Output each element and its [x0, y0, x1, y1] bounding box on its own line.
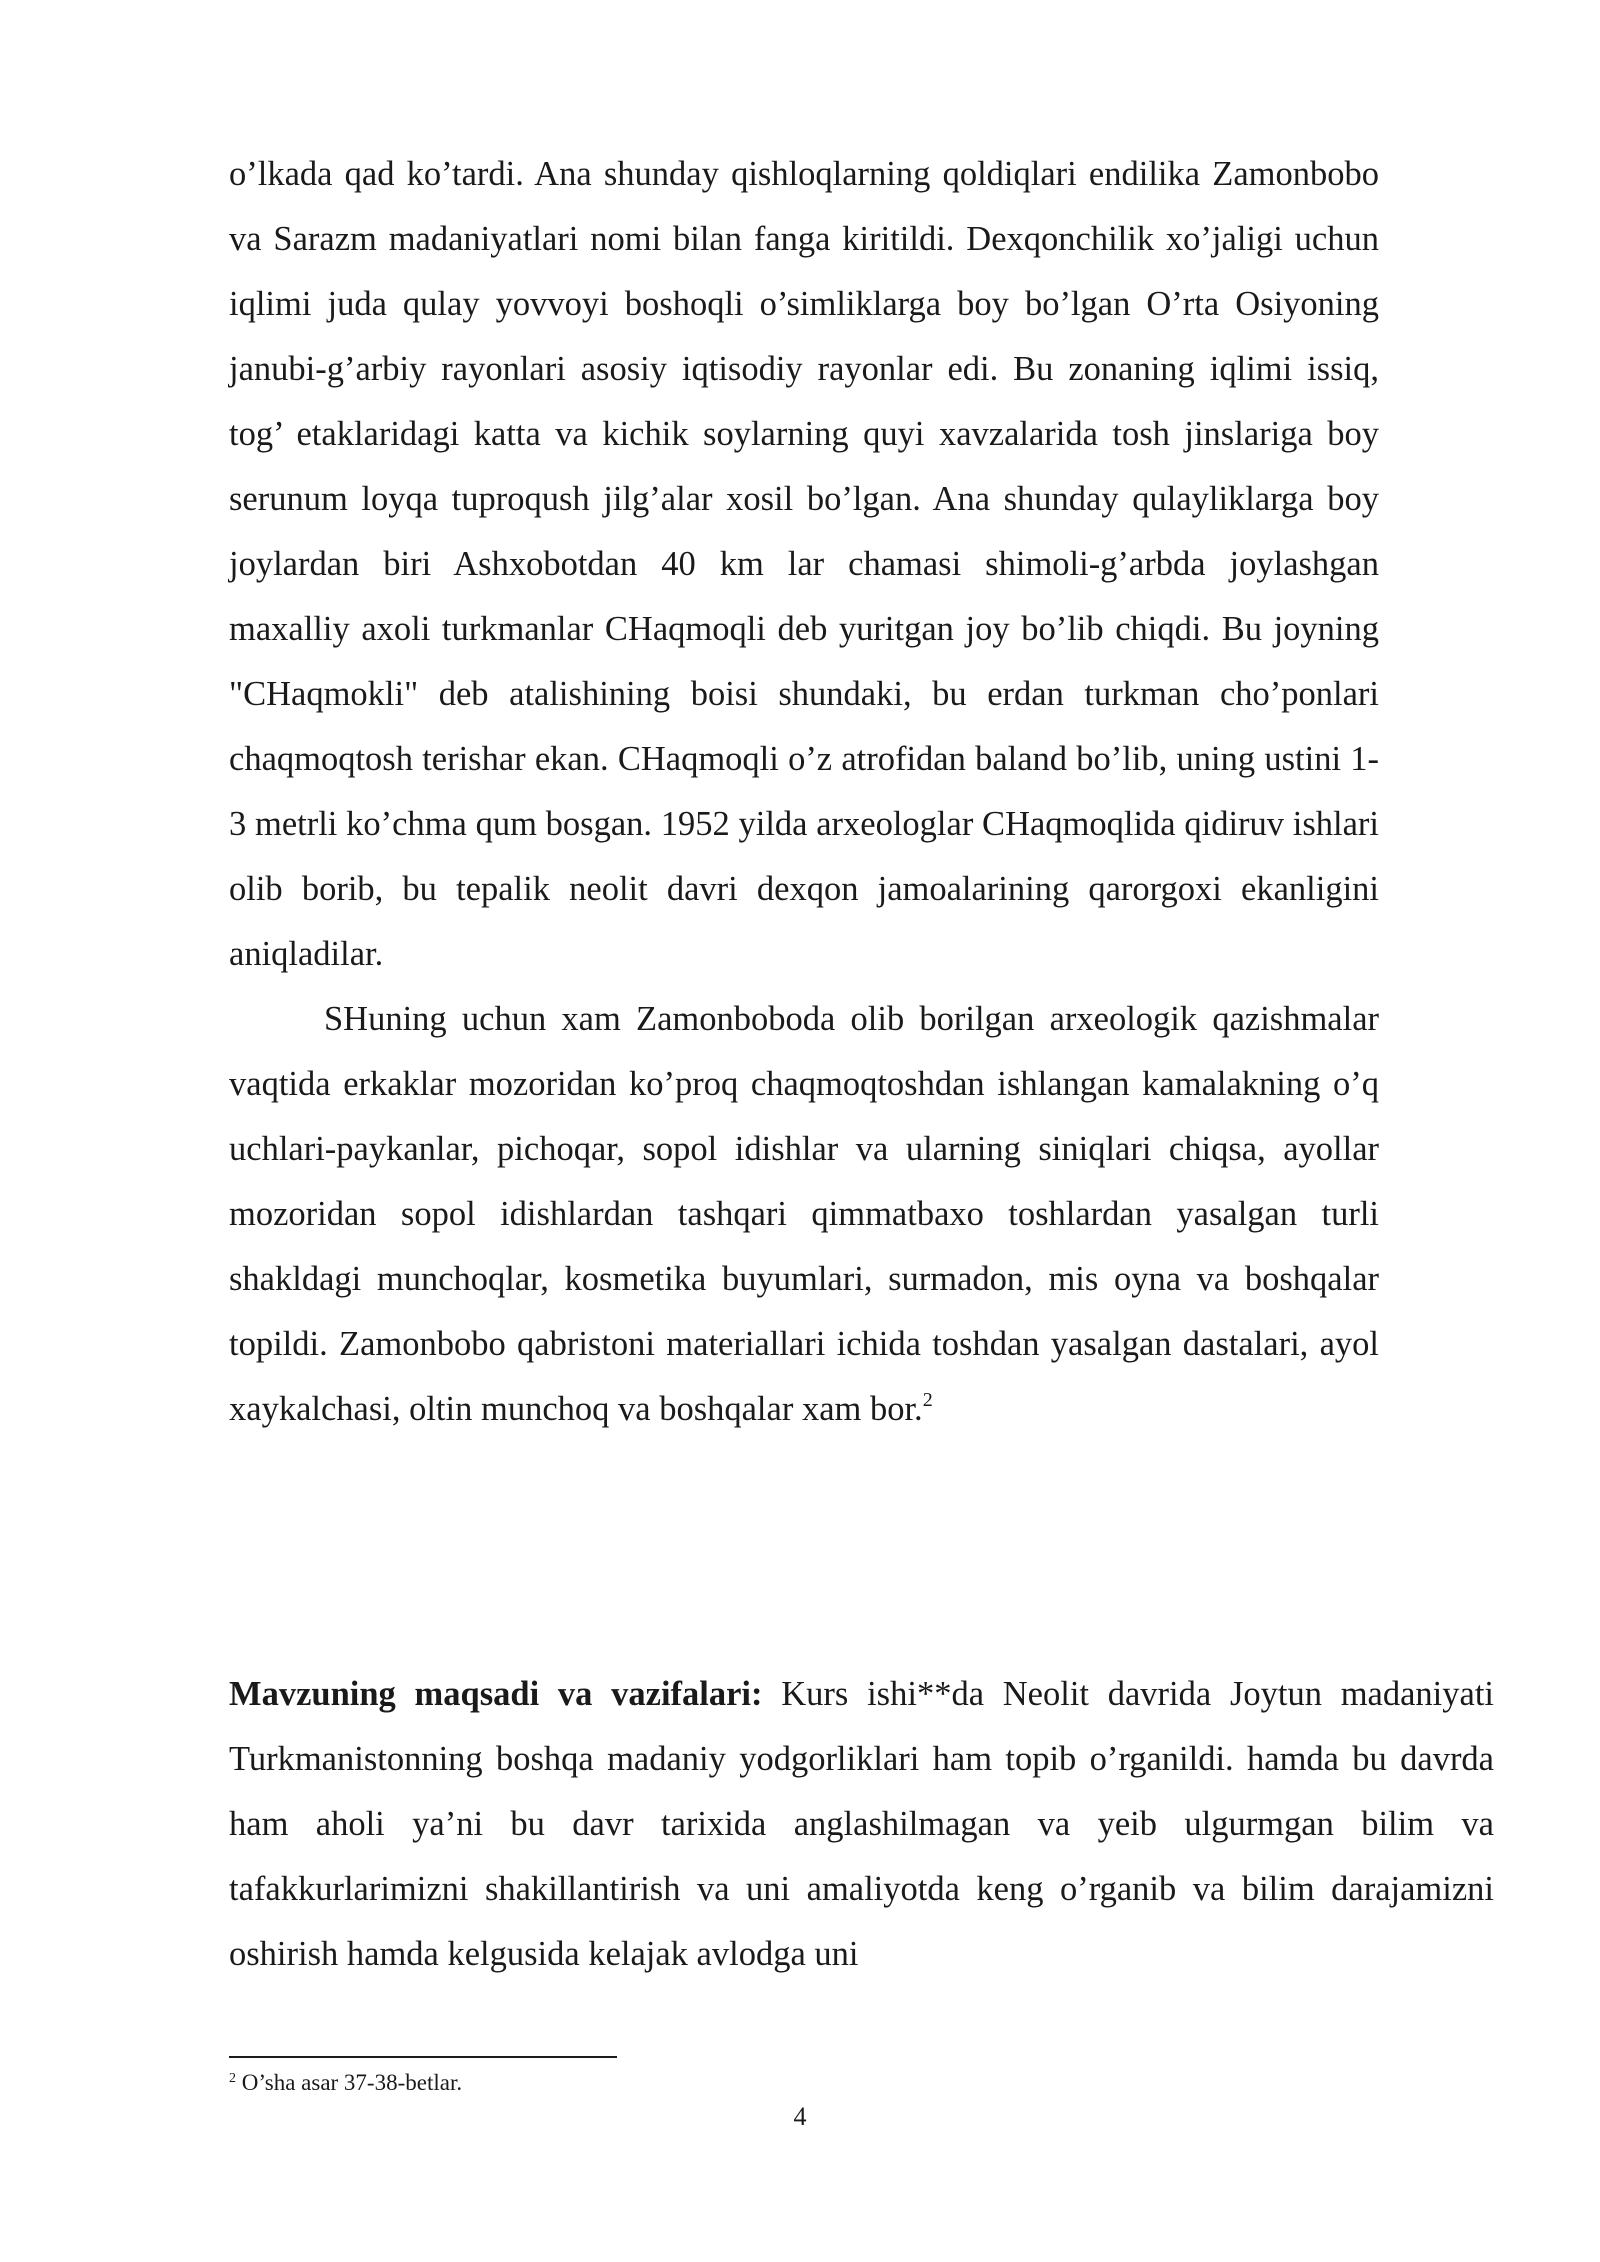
paragraph-2-text: SHuning uchun xam Zamonboboda olib borilgan arxeologik qazishmalar vaqtida erkaklar mozoridan ko’proq chaqmoqtoshdan ishlangan kamalakning o’q uchlari-paykanlar, pichoqar, sopol idishlar va ularning siniqlari chiqsa, ayollar mozoridan sopol idishlardan tashqari qimmatbaxo toshlardan yasalgan turli shakldagi munchoqlar, kosmetika buyumlari, surmadon, mis oyna va boshqalar topildi. Zamonbobo qabristoni materiallari ichida toshdan yasalgan dastalari, ayol xaykalchasi, oltin munchoq va boshqalar xam bor. [229, 1000, 1379, 1428]
footnote-reference[interactable]: 2 [922, 1389, 933, 1411]
paragraph-2 [229, 987, 1379, 1442]
footnote-divider [229, 2056, 617, 2058]
footnote-number: 2 [229, 2071, 236, 2086]
paragraph-1: o’lkada qad ko’tardi. Ana shunday qishloqlarning qoldiqlari endilika Zamonbobo va Sarazm madaniyatlari nomi bilan fanga kiritildi. Dexqonchilik xo’jaligi uchun iqlimi juda qulay yovvoyi boshoqli o’simliklarga boy bo’lgan O’rta Osiyoning janubi-g’arbiy rayonlari asosiy iqtisodiy rayonlar edi. Bu zonaning iqlimi issiq, tog’ etaklaridagi katta va kichik soylarning quyi xavzalarida tosh jinslariga boy serunum loyqa tuproqush jilg’alar xosil bo’lgan. Ana shunday qulayliklarga boy joylardan biri Ashxobotdan 40 km lar chamasi shimoli-g’arbda joylashgan maxalliy axoli turkmanlar CHaqmoqli deb yuritgan joy bo’lib chiqdi. Bu joyning "CHaqmokli" deb atalishining boisi shundaki, bu erdan turkman cho’ponlari chaqmoqtosh terishar ekan. CHaqmoqli o’z atrofidan baland bo’lib, uning ustini 1-3 metrli ko’chma qum bosgan. 1952 yilda arxeologlar CHaqmoqlida qidiruv ishlari olib borib, bu tepalik neolit davri dexqon jamoalarining qarorgoxi ekanligini aniqladilar. [229, 155, 1379, 973]
footnote-text: O’sha asar 37-38-betlar. [236, 2070, 463, 2095]
section-heading: Mavzuning maqsadi va vazifalari: [229, 1675, 763, 1713]
page-number: 4 [793, 2102, 807, 2131]
main-text [229, 142, 1379, 1442]
footnote [229, 2068, 462, 2098]
section-text: Kurs ishi**da Neolit davrida Joytun madaniyati Turkmanistonning boshqa madaniy yodgorliklari ham topib o’rganildi. hamda bu davrda ham aholi ya’ni bu davr tarixida anglashilmagan va yeib ulgurmgan bilim va tafakkurlarimizni shakillantirish va uni amaliyotda keng o’rganib va bilim darajamizni oshirish hamda kelgusida kelajak avlodga uni [229, 1675, 1494, 1973]
section-goals [229, 1662, 1494, 1987]
